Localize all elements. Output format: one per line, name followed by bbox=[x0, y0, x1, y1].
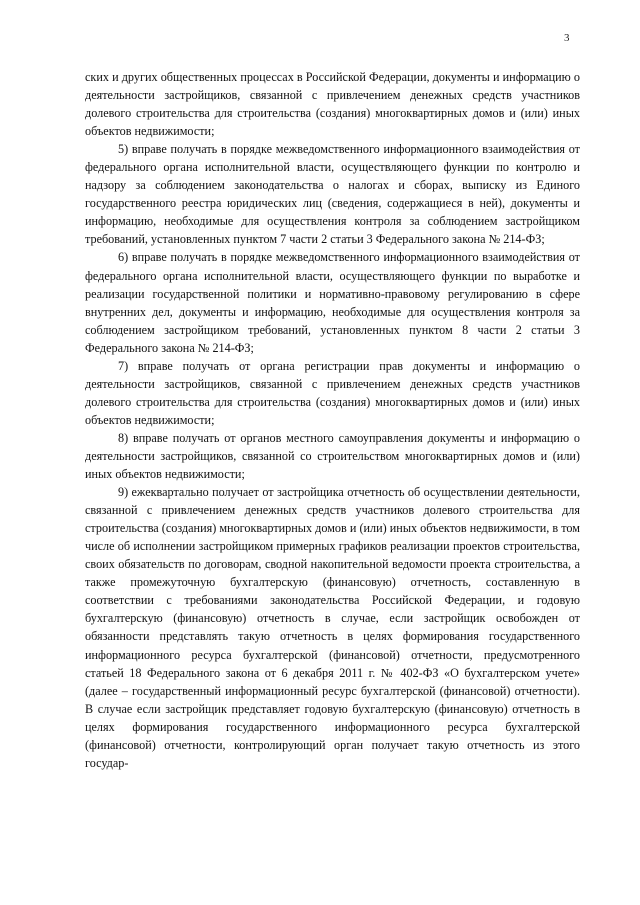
paragraph-item-8: 8) вправе получать от органов местного самоуправления документы и информацию о деятельности застройщиков, связанной со строительством многоквартирных домов и (или) иных объектов недвижимости; bbox=[85, 430, 580, 482]
document-body bbox=[85, 68, 580, 772]
page-number: 3 bbox=[564, 32, 570, 44]
paragraph-item-5: 5) вправе получать в порядке межведомственного информационного взаимодействия от федерального органа исполнительной власти, осуществляющего функции по контролю и надзору за соблюдением законодательства о налогах и сборах, выписку из Единого государственного реестра юридических лиц (сведения, содержащиеся в ней), документы и информацию, необходимые для осуществления контроля за соблюдением застройщиком требований, установленных пунктом 7 части 2 статьи 3 Федерального закона № 214-ФЗ; bbox=[85, 142, 580, 247]
paragraph-item-6: 6) вправе получать в порядке межведомственного информационного взаимодействия от федерального органа исполнительной власти, осуществляющего функции по выработке и реализации государственной политики и нормативно-правовому регулированию в сфере внутренних дел, документы и информацию, необходимые для осуществления контроля за соблюдением застройщиком требований, установленных пунктом 8 части 2 статьи 3 Федерального закона № 214-ФЗ; bbox=[85, 250, 580, 355]
paragraph-item-9: 9) ежеквартально получает от застройщика отчетность об осуществлении деятельности, связанной с привлечением денежных средств участников долевого строительства для строительства (создания) многоквартирных домов и (или) иных объектов недвижимости, в том числе об исполнении застройщиком примерных графиков реализации проектов строительства, своих обязательств по договорам, сводной накопительной ведомости проекта строительства, а также промежуточную бухгалтерскую (финансовую) отчетность, составленную в соответствии с требованиями законодательства Российской Федерации, и годовую бухгалтерскую (финансовую) отчетность в случае, если застройщик освобожден от обязанности представлять такую отчетность в целях формирования государственного информационного ресурса бухгалтерской (финансовой) отчетности, предусмотренного статьей 18 Федерального закона от 6 декабря 2011 г. № 402-ФЗ «О бухгалтерском учете» (далее – государственный информационный ресурс бухгалтерской (финансовой) отчетности). В случае если застройщик представляет годовую бухгалтерскую (финансовую) отчетность в целях формирования государственного информационного ресурса бухгалтерской (финансовой) отчетности, контролирующий орган получает такую отчетность из этого государ- bbox=[85, 485, 580, 770]
paragraph-item-7: 7) вправе получать от органа регистрации прав документы и информацию о деятельности застройщиков, связанной с привлечением денежных средств участников долевого строительства для строительства (создания) многоквартирных домов и (или) иных объектов недвижимости; bbox=[85, 358, 580, 427]
paragraph-continuation: ских и других общественных процессах в Российской Федерации, документы и информацию о деятельности застройщиков, связанной с привлечением денежных средств участников долевого строительства для строительства (создания) многоквартирных домов и (или) иных объектов недвижимости; bbox=[85, 70, 580, 139]
